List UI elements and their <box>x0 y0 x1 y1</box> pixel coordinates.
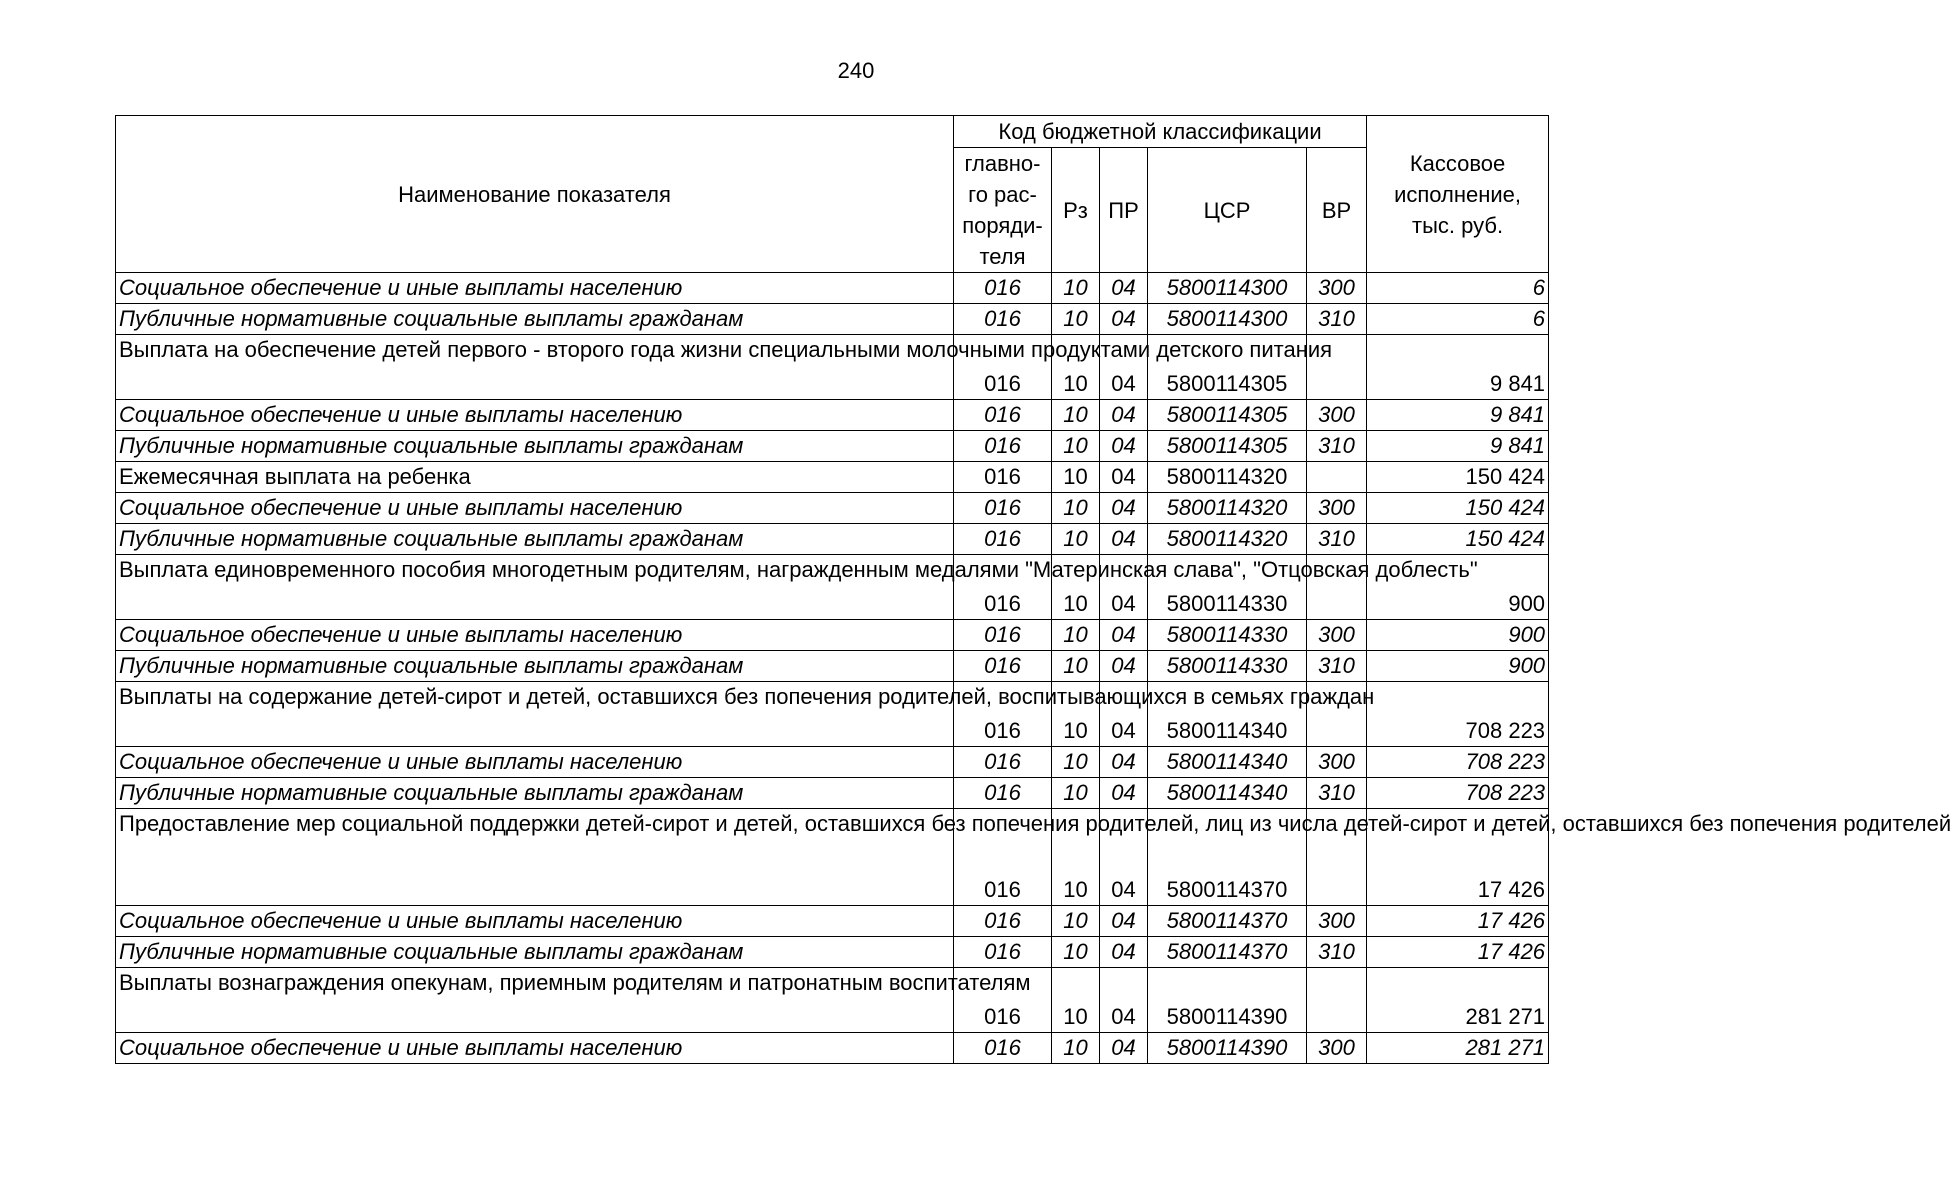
table-row <box>116 682 1549 747</box>
cell-amount: 900 <box>1367 620 1549 651</box>
cell-vr: 300 <box>1307 906 1367 937</box>
cell-amount: 17 426 <box>1367 937 1549 968</box>
budget-table <box>115 115 1951 1064</box>
cell-name: Социальное обеспечение и иные выплаты населению <box>116 620 954 651</box>
cell-glavn: 016 <box>954 747 1052 778</box>
header-vr: ВР <box>1307 148 1367 273</box>
cell-amount: 17 426 <box>1367 809 1549 906</box>
cell-name: Выплата единовременного пособия многодетным родителям, награжденным медалями "Материнская слава", "Отцовская доблесть" <box>116 555 954 620</box>
cell-pr: 04 <box>1100 809 1148 906</box>
cell-glavn: 016 <box>954 273 1052 304</box>
cell-rz: 10 <box>1052 431 1100 462</box>
cell-rz: 10 <box>1052 335 1100 400</box>
cell-amount: 6 <box>1367 273 1549 304</box>
cell-pr: 04 <box>1100 493 1148 524</box>
table-row <box>116 778 1549 809</box>
cell-glavn: 016 <box>954 304 1052 335</box>
cell-csr: 5800114330 <box>1148 620 1307 651</box>
cell-amount: 708 223 <box>1367 747 1549 778</box>
header-rz: Рз <box>1052 148 1100 273</box>
cell-pr: 04 <box>1100 968 1148 1033</box>
cell-name: Социальное обеспечение и иные выплаты населению <box>116 400 954 431</box>
table-row <box>116 937 1549 968</box>
cell-name: Социальное обеспечение и иные выплаты населению <box>116 1033 954 1064</box>
cell-csr: 5800114340 <box>1148 747 1307 778</box>
cell-name: Ежемесячная выплата на ребенка <box>116 462 954 493</box>
cell-amount: 708 223 <box>1367 682 1549 747</box>
cell-rz: 10 <box>1052 462 1100 493</box>
cell-vr: 310 <box>1307 524 1367 555</box>
cell-pr: 04 <box>1100 747 1148 778</box>
cell-vr <box>1307 968 1367 1033</box>
cell-pr: 04 <box>1100 400 1148 431</box>
cell-csr: 5800114320 <box>1148 524 1307 555</box>
cell-name: Социальное обеспечение и иные выплаты населению <box>116 747 954 778</box>
cell-rz: 10 <box>1052 555 1100 620</box>
cell-vr <box>1307 462 1367 493</box>
cell-rz: 10 <box>1052 906 1100 937</box>
cell-glavn: 016 <box>954 462 1052 493</box>
cell-pr: 04 <box>1100 778 1148 809</box>
table-row <box>116 555 1549 620</box>
cell-vr: 310 <box>1307 937 1367 968</box>
cell-name: Публичные нормативные социальные выплаты гражданам <box>116 778 954 809</box>
cell-pr: 04 <box>1100 555 1148 620</box>
cell-csr: 5800114305 <box>1148 400 1307 431</box>
cell-amount: 900 <box>1367 555 1549 620</box>
table-row <box>116 906 1549 937</box>
cell-name: Выплата на обеспечение детей первого - второго года жизни специальными молочными продуктами детского питания <box>116 335 954 400</box>
cell-amount: 9 841 <box>1367 400 1549 431</box>
cell-rz: 10 <box>1052 682 1100 747</box>
cell-vr: 310 <box>1307 778 1367 809</box>
page-number: 240 <box>837 58 875 83</box>
table-row <box>116 620 1549 651</box>
cell-amount: 17 426 <box>1367 906 1549 937</box>
cell-pr: 04 <box>1100 651 1148 682</box>
cell-glavn: 016 <box>954 778 1052 809</box>
cell-glavn: 016 <box>954 400 1052 431</box>
cell-vr: 300 <box>1307 1033 1367 1064</box>
cell-csr: 5800114340 <box>1148 682 1307 747</box>
cell-vr: 300 <box>1307 400 1367 431</box>
cell-glavn: 016 <box>954 968 1052 1033</box>
cell-csr: 5800114305 <box>1148 335 1307 400</box>
cell-rz: 10 <box>1052 747 1100 778</box>
header-amount: Кассовое исполнение, тыс. руб. <box>1367 116 1549 273</box>
cell-csr: 5800114340 <box>1148 778 1307 809</box>
cell-pr: 04 <box>1100 524 1148 555</box>
cell-pr: 04 <box>1100 1033 1148 1064</box>
cell-pr: 04 <box>1100 462 1148 493</box>
cell-glavn: 016 <box>954 682 1052 747</box>
table-row <box>116 1033 1549 1064</box>
cell-rz: 10 <box>1052 968 1100 1033</box>
cell-name: Публичные нормативные социальные выплаты гражданам <box>116 651 954 682</box>
table-row <box>116 431 1549 462</box>
cell-csr: 5800114320 <box>1148 462 1307 493</box>
cell-glavn: 016 <box>954 431 1052 462</box>
cell-pr: 04 <box>1100 431 1148 462</box>
cell-name: Публичные нормативные социальные выплаты гражданам <box>116 937 954 968</box>
cell-pr: 04 <box>1100 620 1148 651</box>
cell-pr: 04 <box>1100 906 1148 937</box>
cell-name: Публичные нормативные социальные выплаты гражданам <box>116 431 954 462</box>
cell-amount: 9 841 <box>1367 431 1549 462</box>
table-row <box>116 809 1549 906</box>
cell-vr: 310 <box>1307 431 1367 462</box>
cell-csr: 5800114370 <box>1148 906 1307 937</box>
table-header <box>116 116 1549 273</box>
cell-name: Социальное обеспечение и иные выплаты населению <box>116 273 954 304</box>
cell-vr: 300 <box>1307 747 1367 778</box>
table-row <box>116 968 1549 1033</box>
table-row <box>116 651 1549 682</box>
table-row <box>116 304 1549 335</box>
table-row <box>116 335 1549 400</box>
cell-glavn: 016 <box>954 524 1052 555</box>
cell-csr: 5800114370 <box>1148 937 1307 968</box>
cell-amount: 150 424 <box>1367 462 1549 493</box>
header-csr: ЦСР <box>1148 148 1307 273</box>
cell-csr: 5800114305 <box>1148 431 1307 462</box>
cell-csr: 5800114300 <box>1148 304 1307 335</box>
header-glavn: главно-го рас-поряди-теля <box>954 148 1052 273</box>
cell-rz: 10 <box>1052 273 1100 304</box>
cell-rz: 10 <box>1052 1033 1100 1064</box>
cell-pr: 04 <box>1100 273 1148 304</box>
table-row <box>116 524 1549 555</box>
cell-name: Социальное обеспечение и иные выплаты населению <box>116 493 954 524</box>
cell-glavn: 016 <box>954 937 1052 968</box>
header-name: Наименование показателя <box>116 116 954 273</box>
cell-amount: 281 271 <box>1367 968 1549 1033</box>
cell-csr: 5800114330 <box>1148 651 1307 682</box>
cell-vr: 310 <box>1307 304 1367 335</box>
cell-name: Выплаты на содержание детей-сирот и детей, оставшихся без попечения родителей, воспитывающихся в семьях граждан <box>116 682 954 747</box>
table-row <box>116 400 1549 431</box>
cell-vr: 300 <box>1307 273 1367 304</box>
table-row <box>116 747 1549 778</box>
header-kbk-group: Код бюджетной классификации <box>954 116 1367 148</box>
cell-csr: 5800114390 <box>1148 1033 1307 1064</box>
table-row <box>116 273 1549 304</box>
cell-name: Предоставление мер социальной поддержки детей-сирот и детей, оставшихся без попечения родителей, лиц из числа детей-сирот и детей, оставшихся без попечения родителей <box>116 809 954 906</box>
cell-name: Публичные нормативные социальные выплаты гражданам <box>116 524 954 555</box>
cell-vr: 300 <box>1307 493 1367 524</box>
cell-csr: 5800114330 <box>1148 555 1307 620</box>
cell-name: Публичные нормативные социальные выплаты гражданам <box>116 304 954 335</box>
cell-glavn: 016 <box>954 1033 1052 1064</box>
table-row <box>116 493 1549 524</box>
cell-pr: 04 <box>1100 335 1148 400</box>
cell-glavn: 016 <box>954 809 1052 906</box>
cell-rz: 10 <box>1052 937 1100 968</box>
cell-amount: 900 <box>1367 651 1549 682</box>
cell-rz: 10 <box>1052 778 1100 809</box>
cell-amount: 9 841 <box>1367 335 1549 400</box>
cell-rz: 10 <box>1052 493 1100 524</box>
table-row <box>116 462 1549 493</box>
cell-csr: 5800114370 <box>1148 809 1307 906</box>
cell-glavn: 016 <box>954 906 1052 937</box>
cell-pr: 04 <box>1100 937 1148 968</box>
cell-amount: 708 223 <box>1367 778 1549 809</box>
cell-rz: 10 <box>1052 524 1100 555</box>
cell-glavn: 016 <box>954 620 1052 651</box>
cell-amount: 150 424 <box>1367 524 1549 555</box>
cell-csr: 5800114390 <box>1148 968 1307 1033</box>
cell-pr: 04 <box>1100 682 1148 747</box>
cell-glavn: 016 <box>954 335 1052 400</box>
cell-csr: 5800114300 <box>1148 273 1307 304</box>
cell-name: Социальное обеспечение и иные выплаты населению <box>116 906 954 937</box>
cell-vr: 300 <box>1307 620 1367 651</box>
cell-glavn: 016 <box>954 555 1052 620</box>
cell-vr: 310 <box>1307 651 1367 682</box>
cell-csr: 5800114320 <box>1148 493 1307 524</box>
cell-name: Выплаты вознаграждения опекунам, приемным родителям и патронатным воспитателям <box>116 968 954 1033</box>
cell-glavn: 016 <box>954 493 1052 524</box>
cell-rz: 10 <box>1052 809 1100 906</box>
header-pr: ПР <box>1100 148 1148 273</box>
table-body <box>116 273 1951 1064</box>
cell-amount: 281 271 <box>1367 1033 1549 1064</box>
cell-amount: 150 424 <box>1367 493 1549 524</box>
cell-pr: 04 <box>1100 304 1148 335</box>
cell-amount: 6 <box>1367 304 1549 335</box>
cell-glavn: 016 <box>954 651 1052 682</box>
cell-rz: 10 <box>1052 400 1100 431</box>
cell-rz: 10 <box>1052 304 1100 335</box>
cell-rz: 10 <box>1052 620 1100 651</box>
cell-rz: 10 <box>1052 651 1100 682</box>
